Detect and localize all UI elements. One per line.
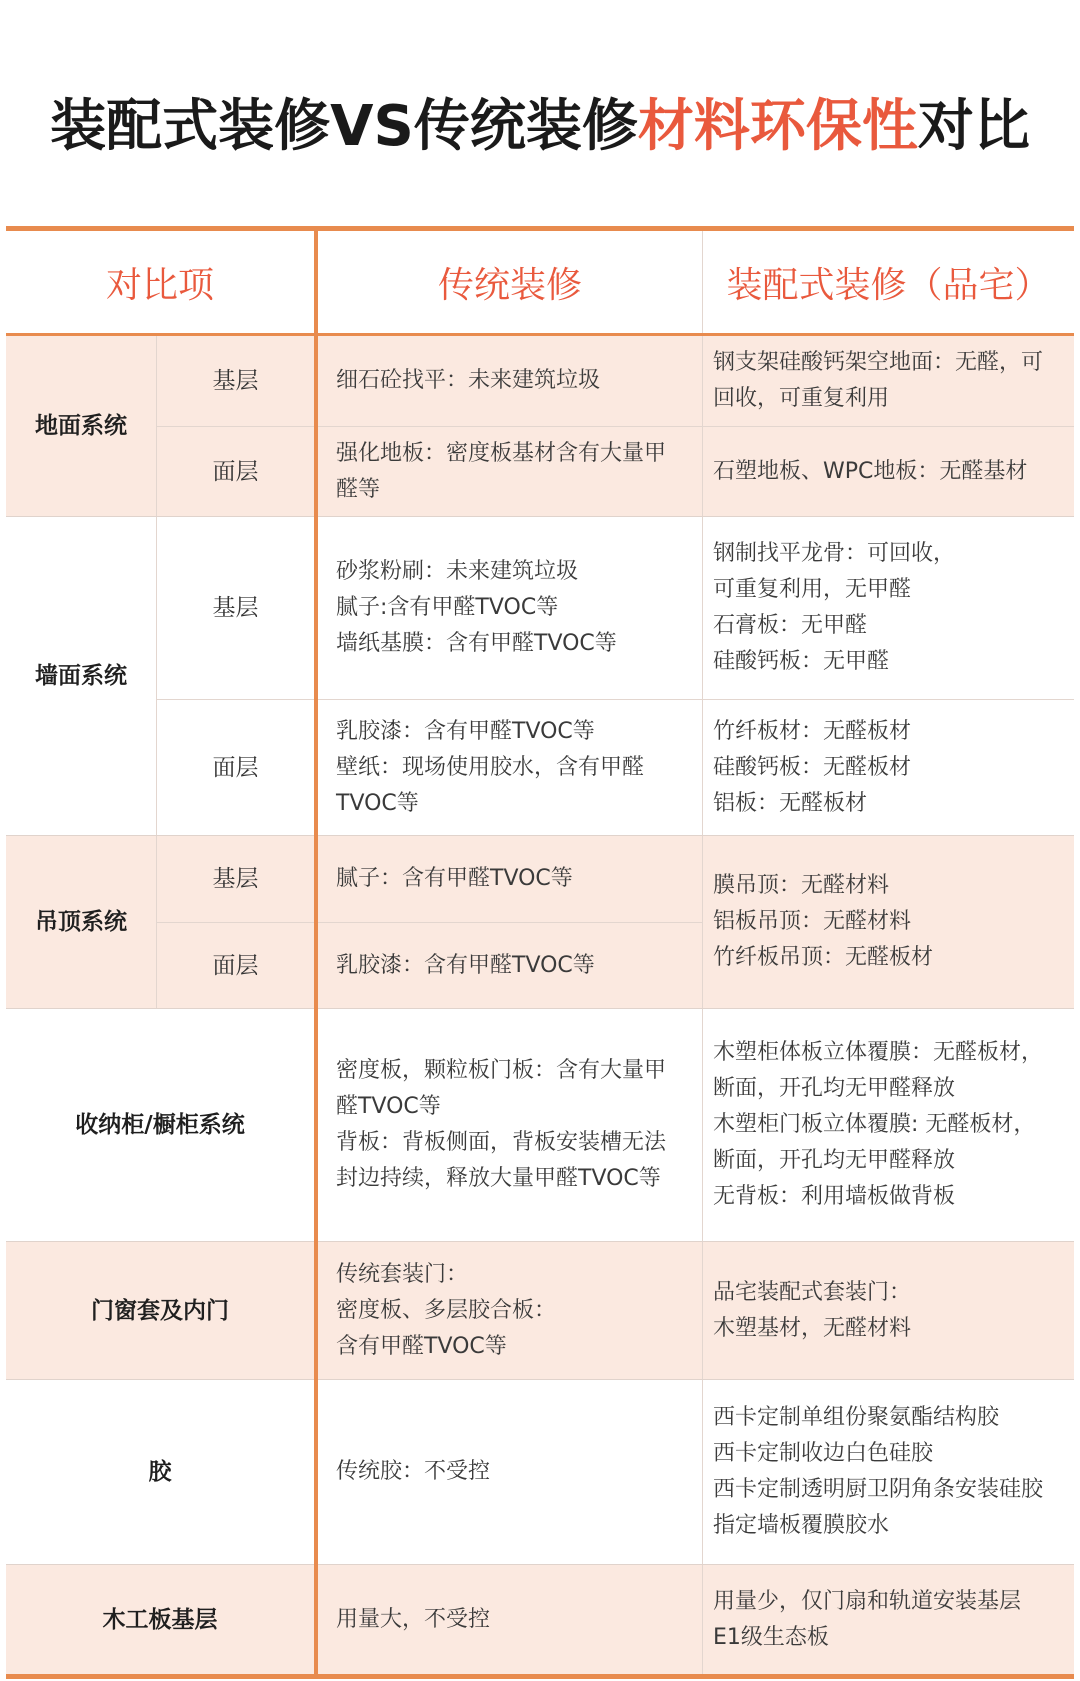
wall-base-prefab: 钢制找平龙骨：可回收， 可重复利用，无甲醛 石膏板：无甲醛 硅酸钙板：无甲醛 xyxy=(713,541,956,674)
category-wall: 墙面系统 xyxy=(35,663,127,689)
category-floor: 地面系统 xyxy=(35,413,127,439)
category-wood: 木工板基层 xyxy=(102,1606,218,1633)
wood-prefab: 用量少，仅门扇和轨道安装基层 E1级生态板 xyxy=(713,1588,1022,1650)
ceiling-base-traditional: 腻子：含有甲醛TVOC等 xyxy=(336,866,573,891)
row-glue xyxy=(6,1380,1074,1564)
ceiling-surface-label: 面层 xyxy=(212,952,259,979)
ceiling-base-label: 基层 xyxy=(212,866,259,892)
row-floor-system xyxy=(6,336,1074,516)
page-title: 装配式装修VS传统装修材料环保性对比 xyxy=(50,94,1030,159)
floor-surface-prefab: 石塑地板、WPC地板：无醛基材 xyxy=(713,458,1028,484)
header-traditional: 传统装修 xyxy=(437,264,582,306)
wall-base-label: 基层 xyxy=(212,595,259,621)
floor-base-traditional: 细石砼找平：未来建筑垃圾 xyxy=(336,368,601,393)
floor-base-prefab: 钢支架硅酸钙架空地面：无醛，可 回收，可重复利用 xyxy=(713,350,1044,411)
wall-surface-prefab: 竹纤板材：无醛板材 硅酸钙板：无醛板材 铝板：无醛板材 xyxy=(713,718,912,816)
wood-traditional: 用量大，不受控 xyxy=(336,1606,491,1632)
comparison-table xyxy=(6,226,1074,1679)
floor-surface-traditional: 强化地板：密度板基材含有大量甲 醛等 xyxy=(336,440,667,502)
category-glue: 胶 xyxy=(148,1459,172,1485)
ceiling-surface-traditional: 乳胶漆：含有甲醛TVOC等 xyxy=(336,952,595,978)
cabinet-traditional: 密度板，颗粒板门板：含有大量甲 醛TVOC等 背板：背板侧面，背板安装槽无法 封边持续，释放大量甲醛TVOC等 xyxy=(336,1058,667,1191)
glue-traditional: 传统胶：不受控 xyxy=(336,1459,491,1484)
wall-base-traditional: 砂浆粉刷：未来建筑垃圾 腻子:含有甲醛TVOC等 墙纸基膜：含有甲醛TVOC等 xyxy=(336,559,617,656)
table-header xyxy=(6,231,1074,336)
floor-surface-label: 面层 xyxy=(212,458,259,485)
header-prefab: 装配式装修（品宅） xyxy=(726,264,1051,306)
door-prefab: 品宅装配式套装门： 木塑基材，无醛材料 xyxy=(713,1279,912,1341)
cabinet-prefab: 木塑柜体板立体覆膜：无醛板材， 断面，开孔均无甲醛释放 木塑柜门板立体覆膜: 无醛板材， 断面，开孔均无甲醛释放 无背板：利用墙板做背板 xyxy=(713,1040,1044,1209)
title-highlight: 材料环保性 xyxy=(637,94,918,159)
wall-surface-label: 面层 xyxy=(212,754,259,781)
category-door: 门窗套及内门 xyxy=(91,1297,229,1324)
row-wall-system xyxy=(6,517,1074,835)
ceiling-prefab: 膜吊顶：无醛材料 铝板吊顶：无醛材料 竹纤板吊顶：无醛板材 xyxy=(713,873,934,970)
header-comparison-item: 对比项 xyxy=(105,264,214,306)
category-ceiling: 吊顶系统 xyxy=(35,909,127,935)
category-cabinet: 收纳柜/橱柜系统 xyxy=(75,1112,245,1138)
row-ceiling-system xyxy=(6,836,1074,1008)
row-wood-base xyxy=(6,1565,1074,1674)
row-door-system xyxy=(6,1242,1074,1379)
glue-prefab: 西卡定制单组份聚氨酯结构胶 西卡定制收边白色硅胶 西卡定制透明厨卫阴角条安装硅胶 指定墙板覆膜胶水 xyxy=(713,1405,1044,1538)
door-traditional: 传统套装门： 密度板、多层胶合板： 含有甲醛TVOC等 xyxy=(336,1261,557,1359)
column-divider xyxy=(314,231,318,1674)
wall-surface-traditional: 乳胶漆：含有甲醛TVOC等 壁纸：现场使用胶水，含有甲醛 TVOC等 xyxy=(336,718,645,816)
floor-base-label: 基层 xyxy=(212,368,259,394)
row-cabinet-system xyxy=(6,1009,1074,1241)
